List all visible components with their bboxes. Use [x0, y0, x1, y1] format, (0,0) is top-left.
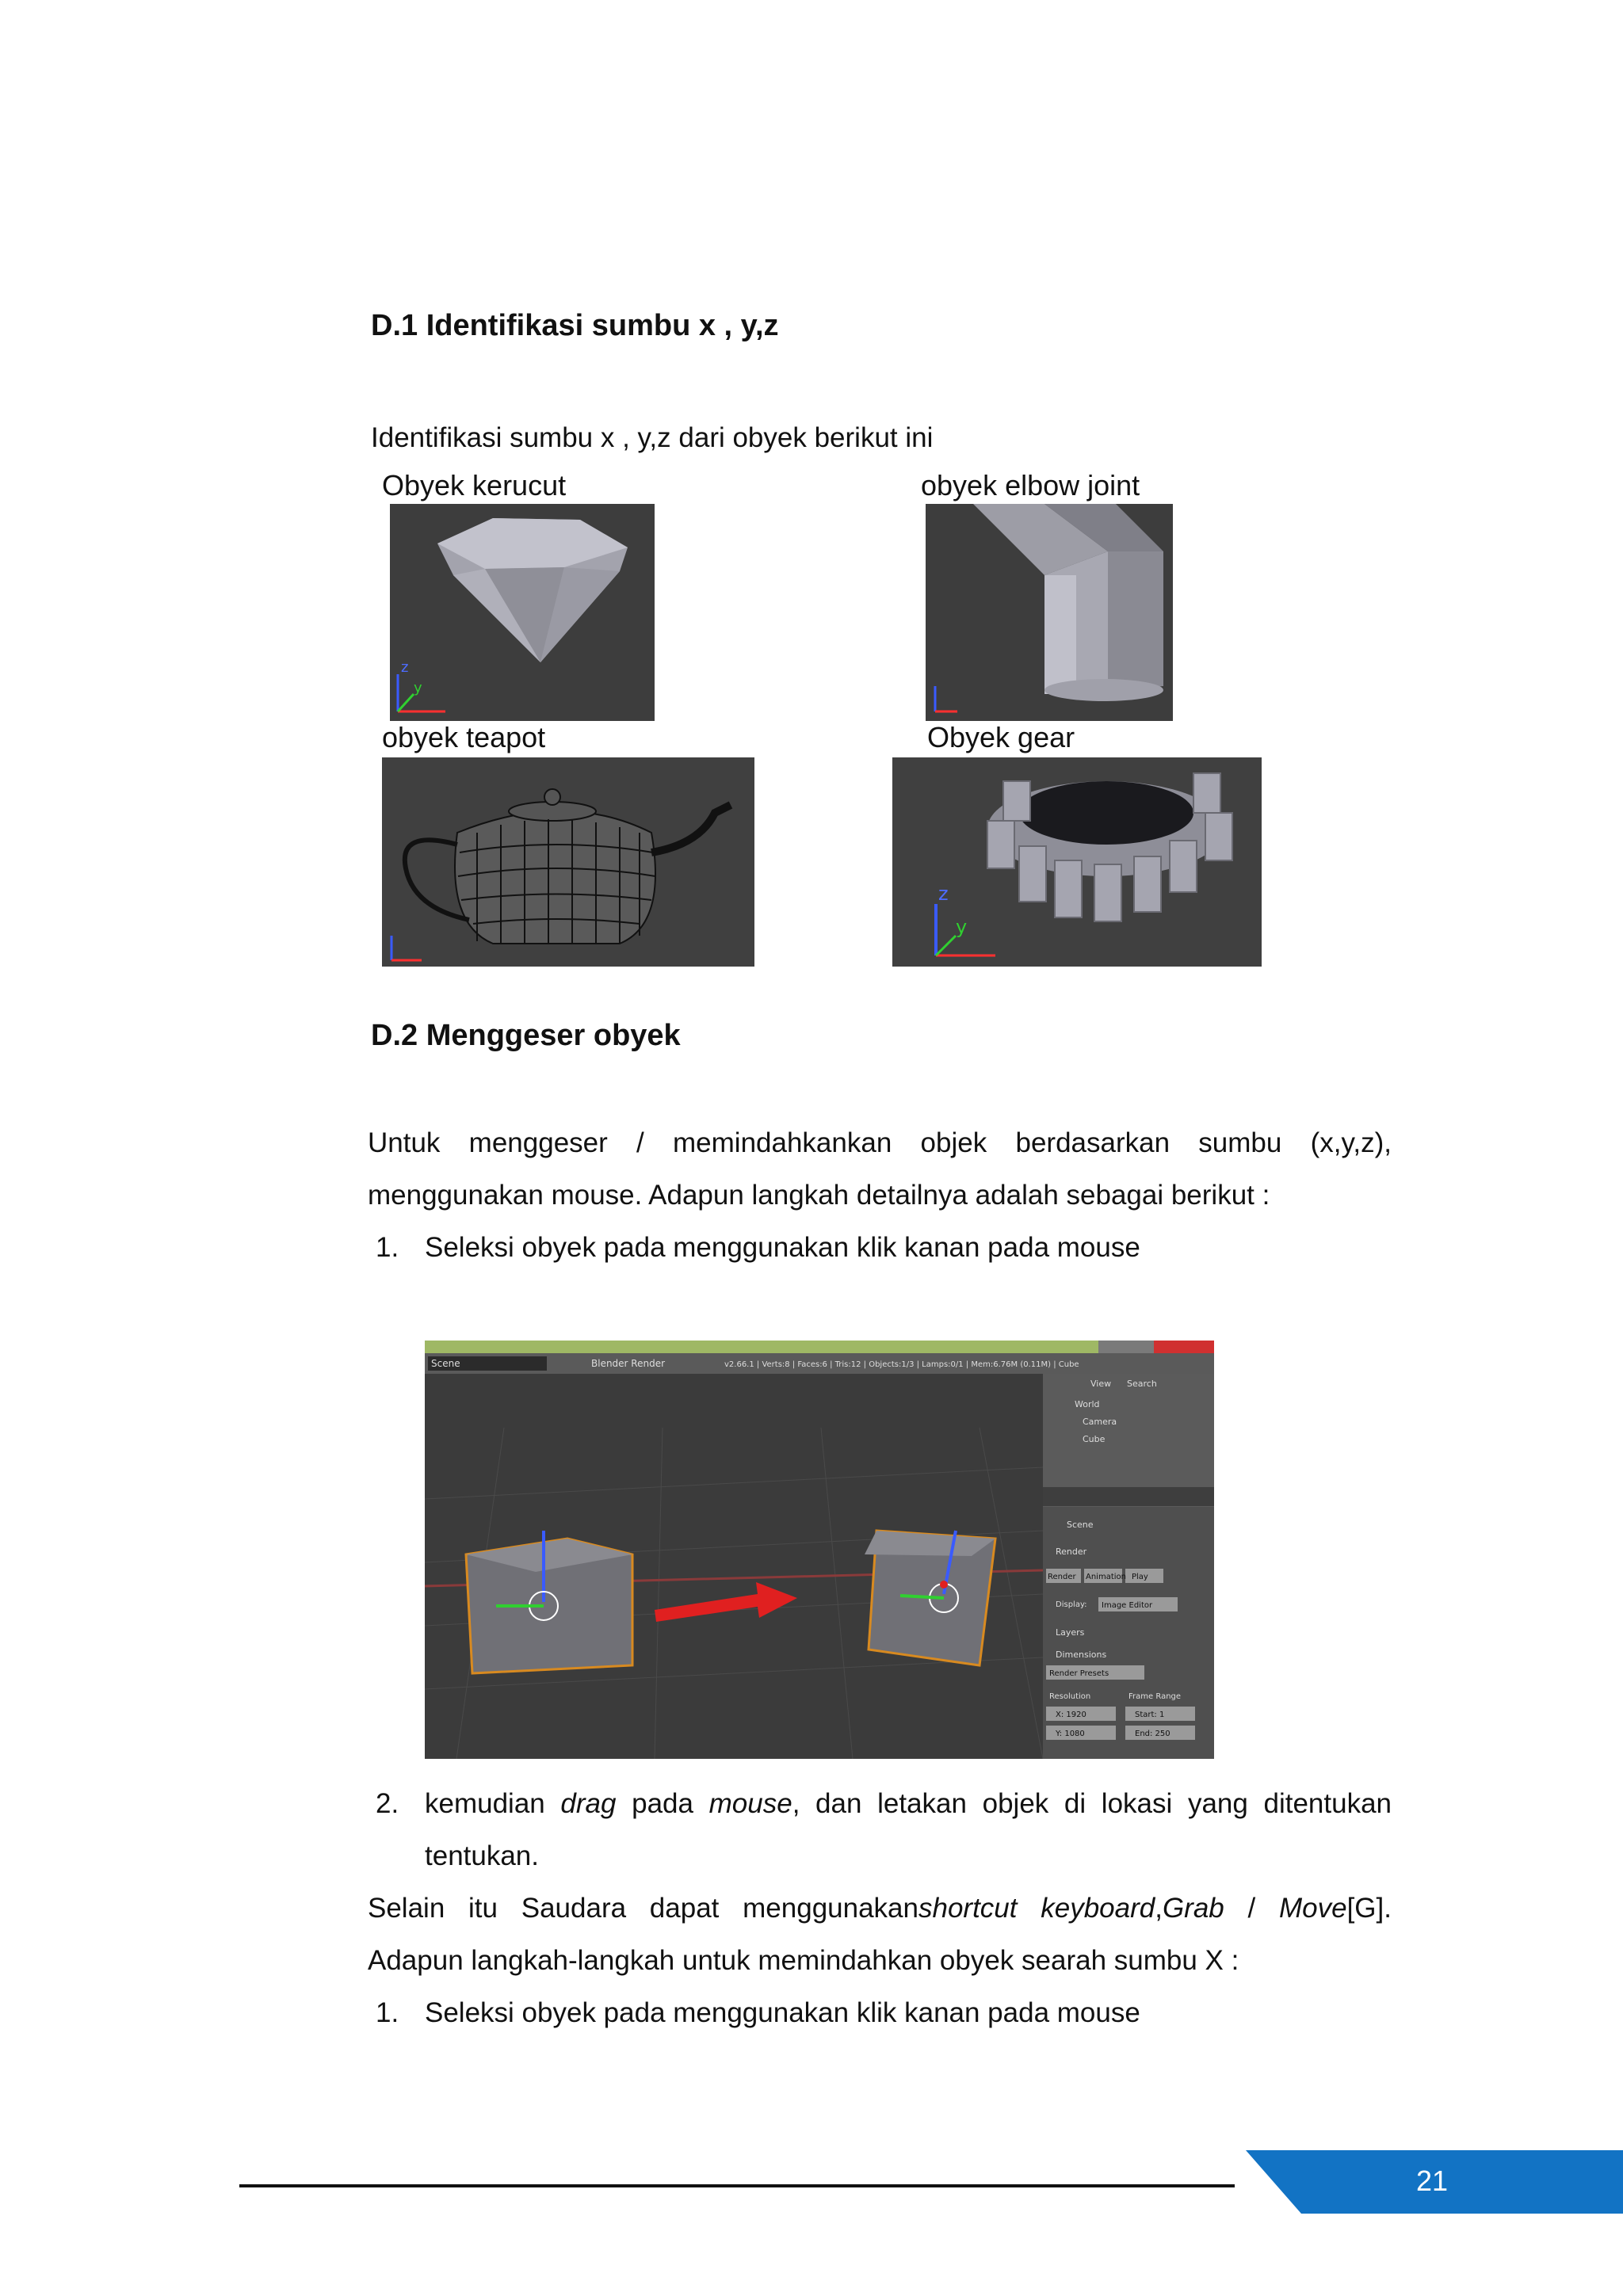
- paragraph-1-line-1: Untuk menggeser / memindahkankan objek berdasarkan sumbu (x,y,z),: [368, 1127, 1392, 1158]
- footer-rule: [239, 2184, 1235, 2187]
- image-teapot: [382, 757, 754, 967]
- outliner-cube: Cube: [1083, 1434, 1106, 1444]
- blender-screenshot: [425, 1341, 1214, 1759]
- outliner-search: Search: [1127, 1379, 1157, 1389]
- props-end: End: 250: [1135, 1730, 1170, 1738]
- footer-page-badge: [1246, 2150, 1623, 2214]
- props-render-panel: Render: [1056, 1547, 1087, 1557]
- info-bar: v2.66.1 | Verts:8 | Faces:6 | Tris:12 | Objects:1/3 | Lamps:0/1 | Mem:6.76M (0.11M) | Cube: [724, 1360, 1079, 1369]
- props-render-presets: Render Presets: [1049, 1669, 1109, 1678]
- label-elbow-joint: obyek elbow joint: [921, 469, 1140, 502]
- props-dimensions: Dimensions: [1056, 1650, 1107, 1660]
- step-2-number: 2.: [376, 1788, 399, 1819]
- axis-z-label: z: [401, 659, 409, 676]
- props-res-x: X: 1920: [1056, 1711, 1086, 1719]
- props-scene: Scene: [1067, 1520, 1094, 1530]
- paragraph-3: Adapun langkah-langkah untuk memindahkan obyek searah sumbu X :: [368, 1945, 1239, 1976]
- gear-axis-y-label: y: [956, 916, 968, 938]
- props-layers: Layers: [1056, 1627, 1085, 1638]
- outliner-view-menu: View: [1090, 1379, 1112, 1389]
- props-start: Start: 1: [1135, 1711, 1165, 1719]
- gear-axis-z-label: z: [938, 883, 949, 905]
- outliner-camera: Camera: [1083, 1417, 1117, 1427]
- step-1-number: 1.: [376, 1232, 399, 1263]
- step-1-text: Seleksi obyek pada menggunakan klik kanan pada mouse: [425, 1232, 1140, 1263]
- image-kerucut: [390, 504, 655, 721]
- render-engine: Blender Render: [591, 1358, 666, 1369]
- props-animation-button: Animation: [1086, 1573, 1126, 1581]
- axis-y-label: y: [414, 680, 422, 696]
- step-3-number: 1.: [376, 1997, 399, 2028]
- paragraph-1-line-2: menggunakan mouse. Adapun langkah detailnya adalah sebagai berikut :: [368, 1180, 1270, 1211]
- props-res-y: Y: 1080: [1056, 1730, 1085, 1738]
- image-gear: [892, 757, 1262, 967]
- props-resolution: Resolution: [1049, 1692, 1091, 1701]
- image-elbow-joint: [926, 504, 1173, 721]
- step-2-text: kemudian drag pada mouse, dan letakan objek di lokasi yang ditentukan: [425, 1788, 1392, 1819]
- scene-field: Scene: [431, 1358, 460, 1369]
- section-heading-d1: D.1 Identifikasi sumbu x , y,z: [371, 309, 779, 342]
- props-display-label: Display:: [1056, 1600, 1087, 1609]
- section-heading-d2: D.2 Menggeser obyek: [371, 1019, 681, 1052]
- props-frame-range: Frame Range: [1128, 1692, 1182, 1701]
- step-2-continuation: tentukan.: [425, 1840, 539, 1871]
- intro-text: Identifikasi sumbu x , y,z dari obyek berikut ini: [371, 422, 934, 453]
- label-gear: Obyek gear: [927, 721, 1075, 753]
- label-teapot: obyek teapot: [382, 721, 546, 753]
- step-3-text: Seleksi obyek pada menggunakan klik kanan pada mouse: [425, 1997, 1140, 2028]
- page-number: 21: [1415, 2164, 1449, 2197]
- props-display-value: Image Editor: [1102, 1601, 1153, 1610]
- label-kerucut: Obyek kerucut: [382, 469, 567, 502]
- props-play-button: Play: [1132, 1573, 1148, 1581]
- props-render-button: Render: [1048, 1573, 1076, 1581]
- outliner-world: World: [1075, 1399, 1100, 1409]
- paragraph-2: Selain itu Saudara dapat menggunakanshortcut keyboard,Grab / Move[G].: [368, 1893, 1392, 1924]
